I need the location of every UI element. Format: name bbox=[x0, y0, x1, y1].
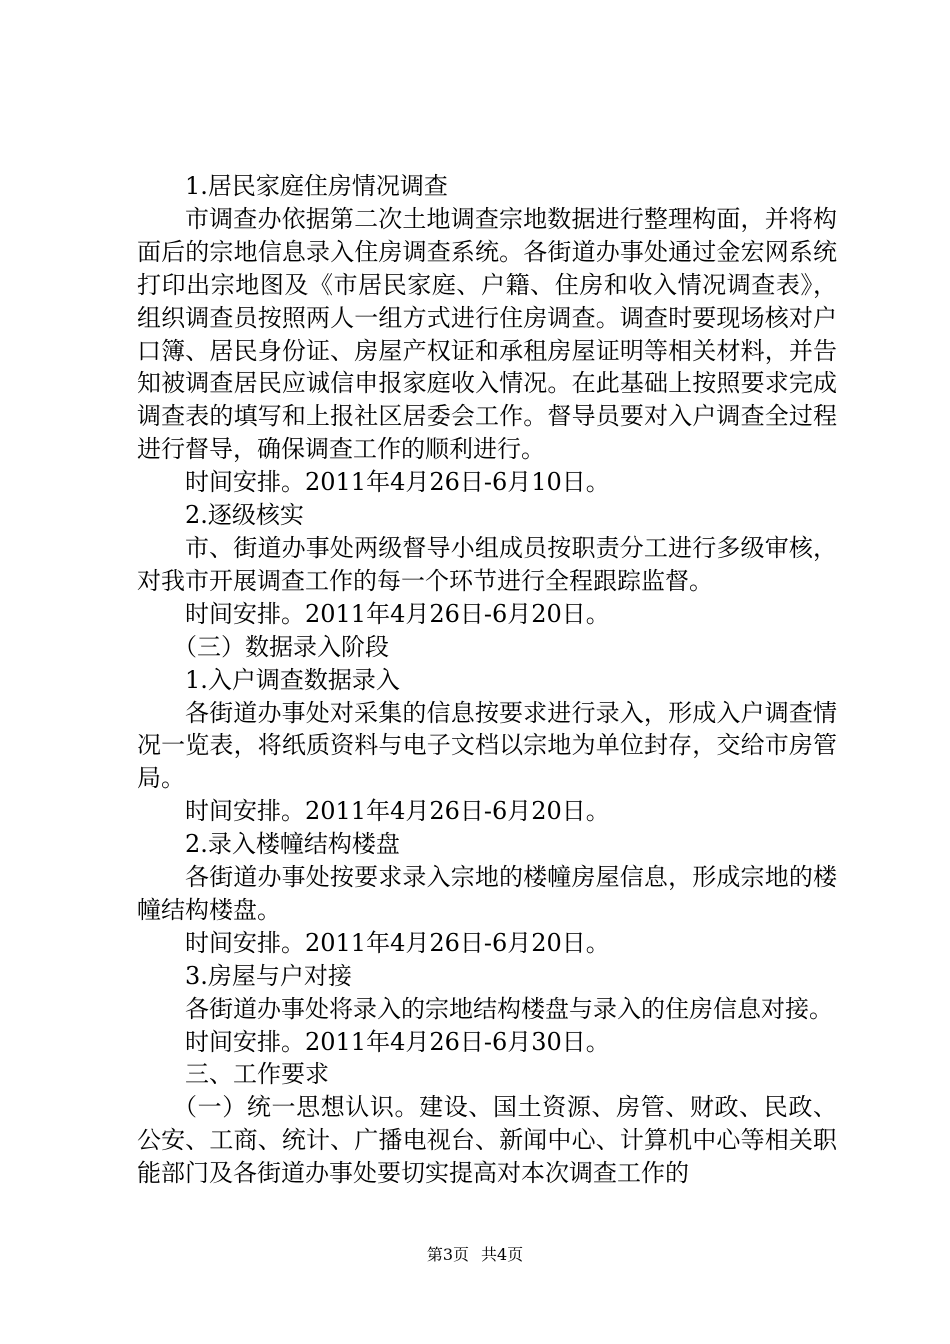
paragraph-household-survey: 市调查办依据第二次土地调查宗地数据进行整理构面，并将构面后的宗地信息录入住房调查系统。各街道办事处通过金宏网系统打印出宗地图及《市居民家庭、户籍、住房和收入情况调查表》，组织调查员按照两人一组方式进行住房调查。调查时要现场核对户口簿、居民身份证、房屋产权证和承租房屋证明等相关材料，并告知被调查居民应诚信申报家庭收入情况。在此基础上按照要求完成调查表的填写和上报社区居委会工作。督导员要对入户调查全过程进行督导，确保调查工作的顺利进行。 bbox=[137, 204, 837, 464]
paragraph-verification: 市、街道办事处两级督导小组成员按职责分工进行多级审核，对我市开展调查工作的每一个环节进行全程跟踪监督。 bbox=[137, 533, 837, 595]
heading-building-entry: 2.录入楼幢结构楼盘 bbox=[185, 830, 400, 859]
paragraph-survey-data-entry: 各街道办事处对采集的信息按要求进行录入，形成入户调查情况一览表，将纸质资料与电子文档以宗地为单位封存，交给市房管局。 bbox=[137, 698, 837, 793]
schedule-line: 时间安排。2011年4月26日-6月10日。 bbox=[185, 468, 610, 497]
page-total: 共4页 bbox=[481, 1245, 524, 1264]
paragraph-unify-thinking: （一）统一思想认识。建设、国土资源、房管、财政、民政、公安、工商、统计、广播电视台、新闻中心、计算机中心等相关职能部门及各街道办事处要切实提高对本次调查工作的 bbox=[137, 1093, 837, 1188]
page-number: 第3页 bbox=[426, 1245, 469, 1264]
heading-house-household-link: 3.房屋与户对接 bbox=[185, 961, 352, 990]
heading-verification: 2.逐级核实 bbox=[185, 501, 304, 530]
schedule-line: 时间安排。2011年4月26日-6月20日。 bbox=[185, 599, 610, 628]
heading-household-survey: 1.居民家庭住房情况调查 bbox=[185, 172, 448, 200]
paragraph-building-entry: 各街道办事处按要求录入宗地的楼幢房屋信息，形成宗地的楼幢结构楼盘。 bbox=[137, 863, 837, 924]
heading-survey-data-entry: 1.入户调查数据录入 bbox=[185, 665, 400, 694]
heading-data-entry-stage: （三）数据录入阶段 bbox=[173, 632, 389, 661]
heading-work-requirements: 三、工作要求 bbox=[185, 1060, 329, 1089]
document-body bbox=[137, 170, 837, 1190]
paragraph-house-household-link: 各街道办事处将录入的宗地结构楼盘与录入的住房信息对接。 bbox=[185, 994, 833, 1023]
schedule-line: 时间安排。2011年4月26日-6月20日。 bbox=[185, 797, 610, 826]
schedule-line: 时间安排。2011年4月26日-6月30日。 bbox=[185, 1027, 610, 1056]
page-footer bbox=[0, 1242, 950, 1265]
schedule-line: 时间安排。2011年4月26日-6月20日。 bbox=[185, 928, 610, 957]
